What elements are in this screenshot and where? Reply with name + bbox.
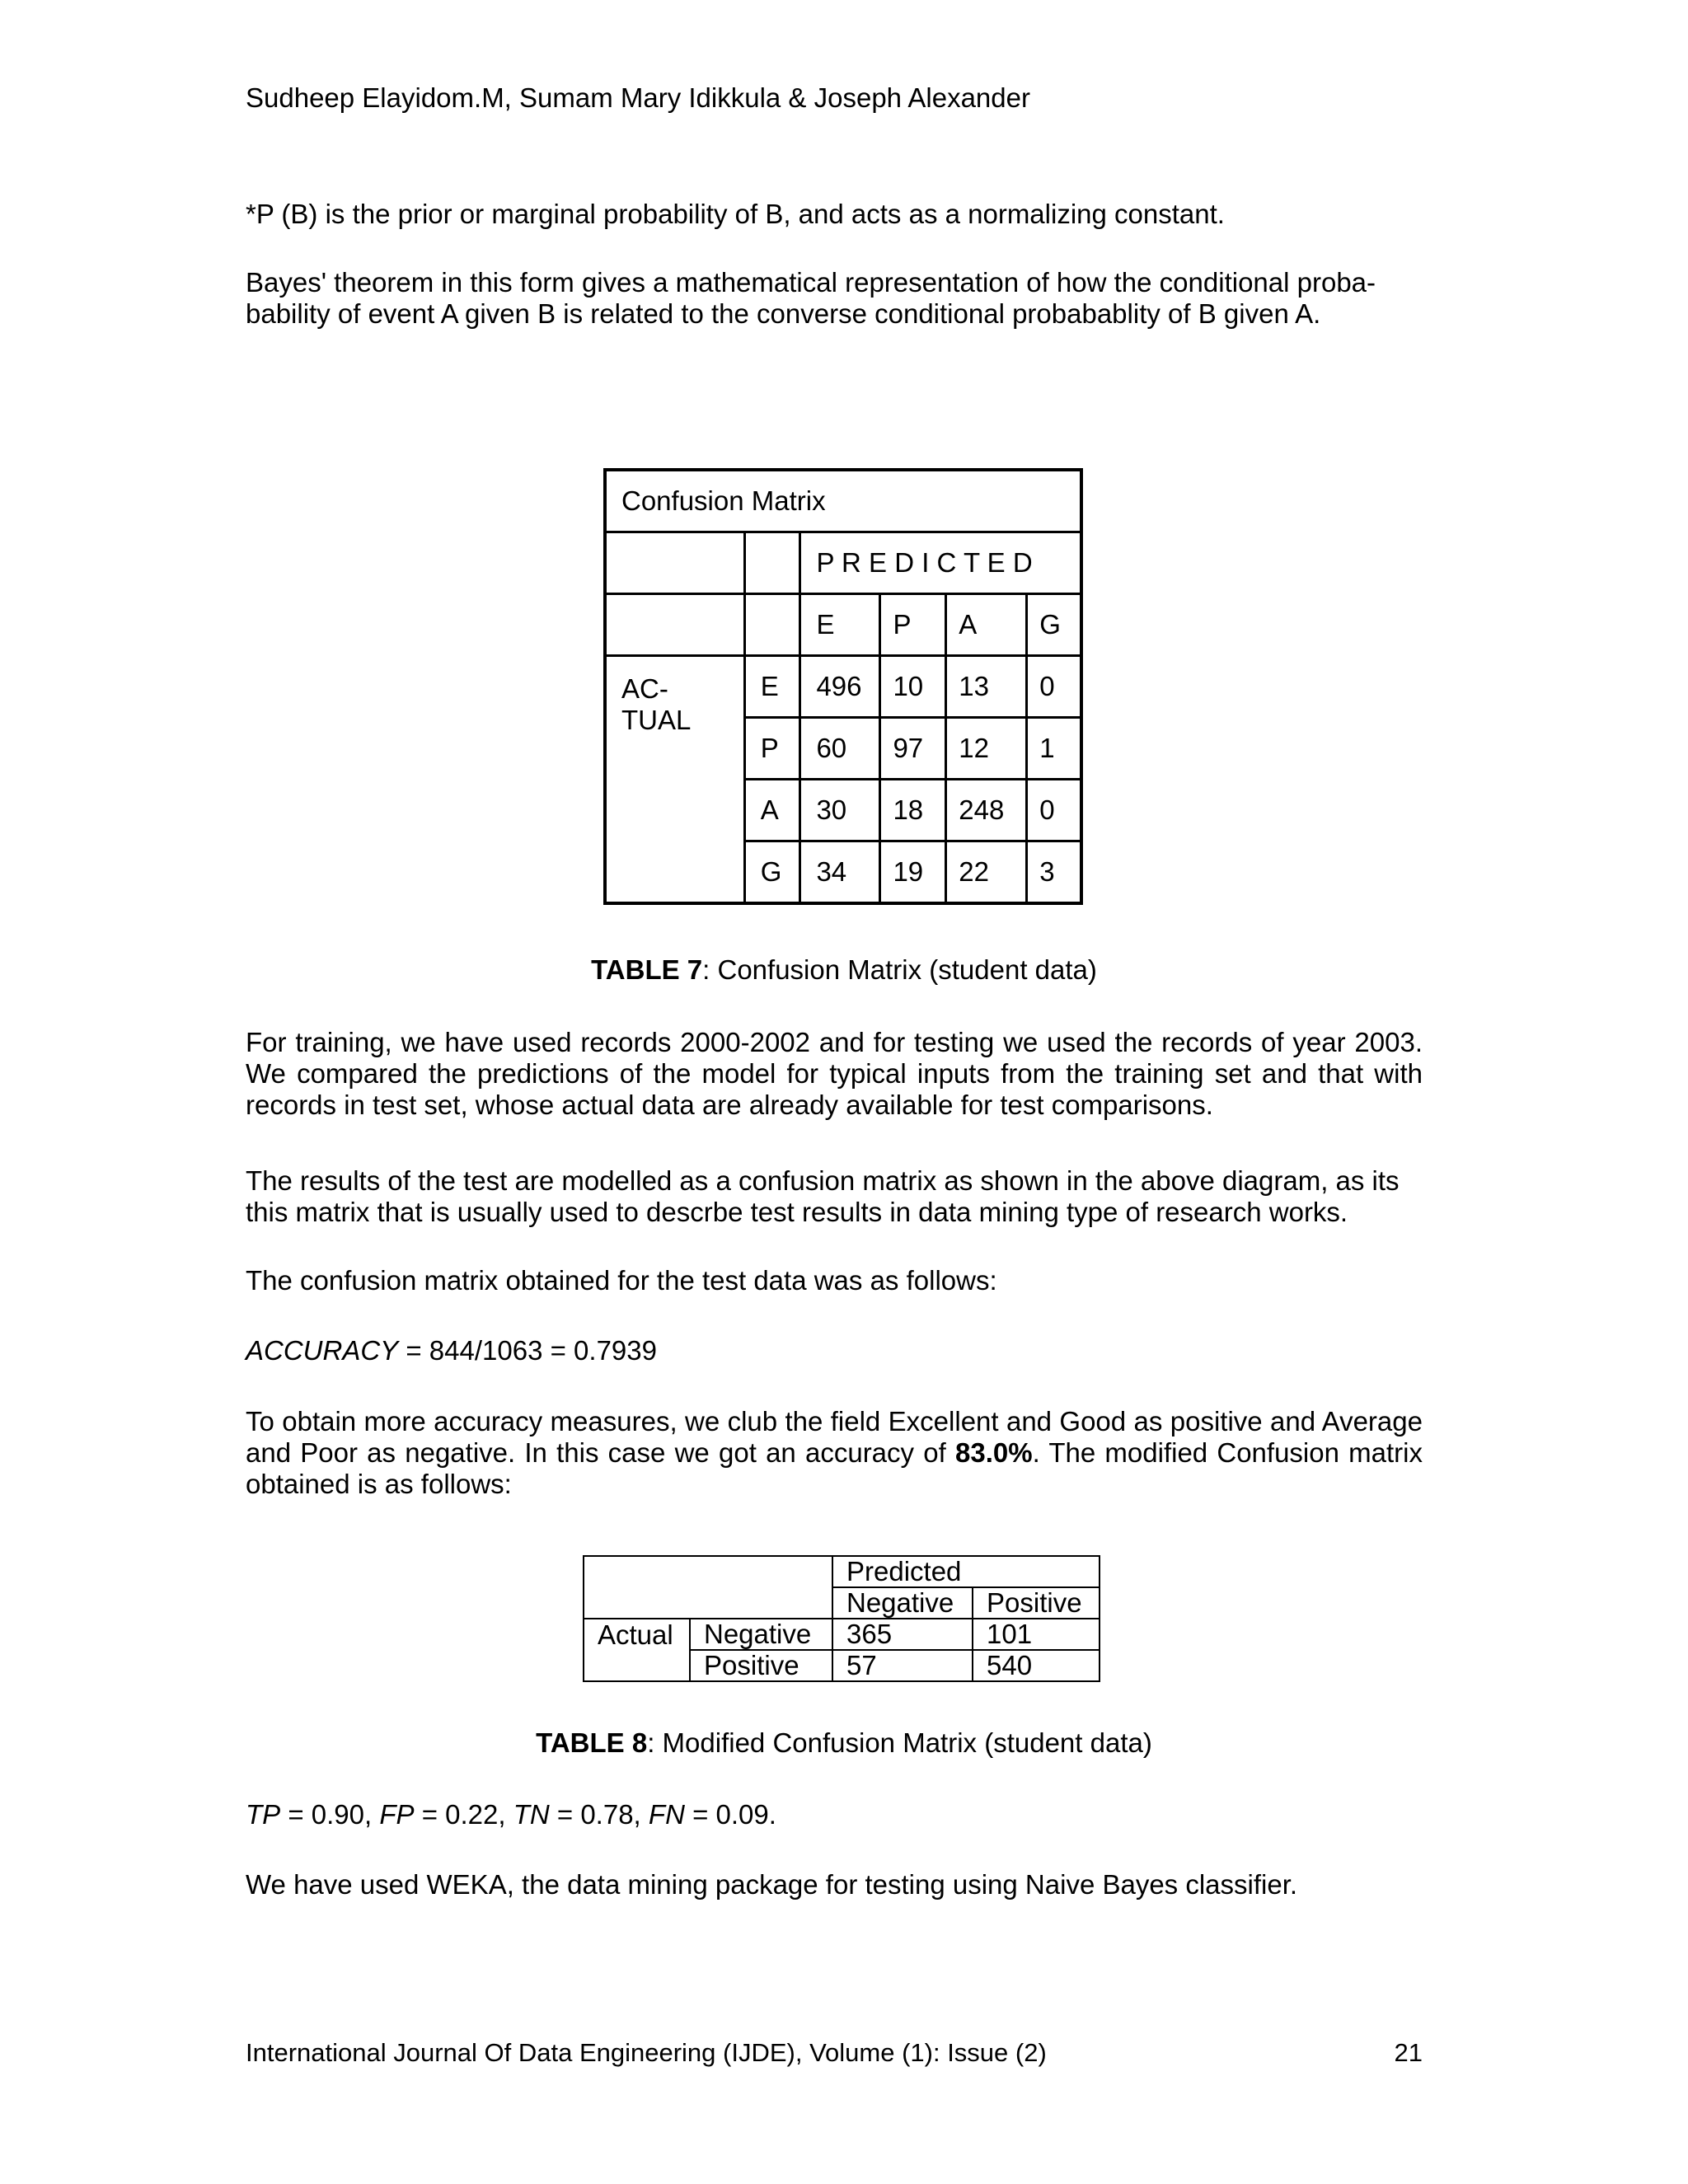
running-header xyxy=(246,82,1423,114)
table8-empty-cell xyxy=(584,1587,690,1619)
table8-cell: 57 xyxy=(832,1650,973,1681)
table7-cell: 0 xyxy=(1027,656,1081,718)
header-authors: Sudheep Elayidom.M, Sumam Mary Idikkula & Joseph Alexander xyxy=(246,82,1030,113)
table7-row-header: A xyxy=(744,780,800,841)
footer-journal: International Journal Of Data Engineering (IJDE), Volume (1): Issue (2) xyxy=(246,2038,1047,2067)
table8-empty-cell xyxy=(690,1587,832,1619)
actual-label-line-1: AC- xyxy=(621,673,668,704)
table7-cell: 496 xyxy=(800,656,880,718)
table7-cell: 0 xyxy=(1027,780,1081,841)
modified-confusion-matrix-table-8 xyxy=(583,1555,1100,1682)
table8-predicted-header: Predicted xyxy=(832,1556,1100,1587)
table8-caption-label: TABLE 8 xyxy=(536,1727,648,1758)
footer-page-number: 21 xyxy=(1394,2038,1423,2067)
table7-caption xyxy=(0,954,1688,986)
table7-col-header: E xyxy=(800,594,880,656)
fn-label: FN xyxy=(648,1799,685,1830)
rates-line xyxy=(246,1799,1423,1830)
table7-caption-text: : Confusion Matrix (student data) xyxy=(702,954,1097,985)
table7-cell: 1 xyxy=(1027,718,1081,780)
bayes-line-1: Bayes' theorem in this form gives a mathematical representation of how the conditional proba- xyxy=(246,267,1376,298)
table8-empty-cell xyxy=(584,1650,690,1681)
table7-cell: 13 xyxy=(946,656,1027,718)
table8-cell: 365 xyxy=(832,1619,973,1650)
table7-row-header: E xyxy=(744,656,800,718)
table8-empty-cell xyxy=(690,1556,832,1587)
table8-caption xyxy=(0,1727,1688,1759)
table7-col-header: G xyxy=(1027,594,1081,656)
table7-caption-label: TABLE 7 xyxy=(591,954,703,985)
paragraph-bayes-theorem xyxy=(246,267,1423,330)
table7-title: Confusion Matrix xyxy=(605,470,1081,532)
table7-cell: 18 xyxy=(880,780,946,841)
table7-col-header: P xyxy=(880,594,946,656)
table7-cell: 30 xyxy=(800,780,880,841)
table8-cell: 540 xyxy=(973,1650,1100,1681)
paragraph-confusion-intro: The confusion matrix obtained for the test data was as follows: xyxy=(246,1265,997,1296)
paragraph-prior-probability: *P (B) is the prior or marginal probability of B, and acts as a normalizing constant. xyxy=(246,199,1225,229)
table7-row-header: P xyxy=(744,718,800,780)
confusion-matrix-table-7 xyxy=(603,468,1083,905)
tn-label: TN xyxy=(513,1799,550,1830)
accuracy-percentage: 83.0% xyxy=(954,1437,1033,1468)
table7-empty-cell xyxy=(605,594,744,656)
accuracy-line xyxy=(246,1335,1423,1366)
table7-col-header: A xyxy=(946,594,1027,656)
table8-cell: 101 xyxy=(973,1619,1100,1650)
paragraph-weka: We have used WEKA, the data mining package for testing using Naive Bayes classifier. xyxy=(246,1869,1298,1900)
table8-col-header: Negative xyxy=(832,1587,973,1619)
fn-value: = 0.09. xyxy=(684,1799,776,1830)
table7-actual-header xyxy=(605,656,744,904)
tp-value: = 0.90, xyxy=(280,1799,380,1830)
accuracy-value: = 844/1063 = 0.7939 xyxy=(398,1335,657,1366)
table7-cell: 97 xyxy=(880,718,946,780)
fp-label: FP xyxy=(379,1799,415,1830)
paragraph-results-description: The results of the test are modelled as a confusion matrix as shown in the above diagram, as its this matrix that is usually used to descrbe test results in data mining type of research works. xyxy=(246,1165,1400,1227)
bayes-line-2: bability of event A given B is related to the converse conditional probabablity of B given A. xyxy=(246,298,1321,329)
table8-row-header: Positive xyxy=(690,1650,832,1681)
table7-cell: 34 xyxy=(800,841,880,904)
table7-cell: 10 xyxy=(880,656,946,718)
paragraph-accuracy-measures xyxy=(246,1406,1423,1500)
table7-empty-cell xyxy=(605,532,744,594)
table7-predicted-header: P R E D I C T E D xyxy=(800,532,1081,594)
table7-cell: 3 xyxy=(1027,841,1081,904)
accuracy-label: ACCURACY xyxy=(246,1335,399,1366)
table8-empty-cell xyxy=(584,1556,690,1587)
accuracy-measures-tail: . The modified Confusion matrix obtained is as follows: xyxy=(246,1437,1423,1499)
paragraph-training-testing: For training, we have used records 2000-2002 and for testing we used the records of year 2003. We compared the predictions of the model for typical inputs from the training set and that with records in test set, whose actual data are already available for test comparisons. xyxy=(246,1027,1423,1120)
tn-value: = 0.78, xyxy=(549,1799,649,1830)
table7-empty-cell xyxy=(744,532,800,594)
table7-cell: 60 xyxy=(800,718,880,780)
fp-value: = 0.22, xyxy=(414,1799,513,1830)
table8-actual-header: Actual xyxy=(584,1619,690,1650)
table7-row-header: G xyxy=(744,841,800,904)
tp-label: TP xyxy=(246,1799,281,1830)
table8-row-header: Negative xyxy=(690,1619,832,1650)
table8-caption-text: : Modified Confusion Matrix (student data) xyxy=(647,1727,1152,1758)
table7-cell: 19 xyxy=(880,841,946,904)
table7-empty-cell xyxy=(744,594,800,656)
table7-cell: 12 xyxy=(946,718,1027,780)
actual-label-line-2: TUAL xyxy=(621,705,692,735)
table8-col-header: Positive xyxy=(973,1587,1100,1619)
table7-cell: 248 xyxy=(946,780,1027,841)
table7-cell: 22 xyxy=(946,841,1027,904)
accuracy-measures-text: To obtain more accuracy measures, we club the field Excellent and Good as positive and Average and Poor as negative. In this case we got an accuracy of xyxy=(246,1406,1423,1468)
